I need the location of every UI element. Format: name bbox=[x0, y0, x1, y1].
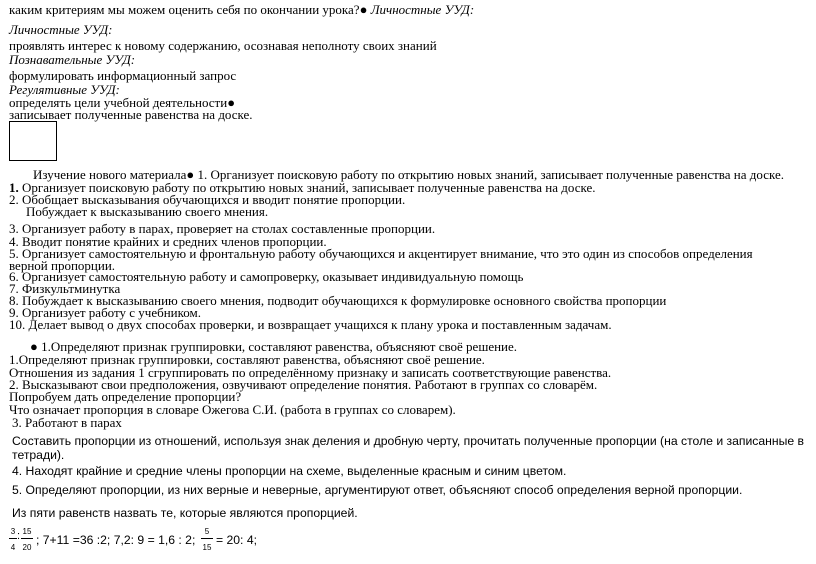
bullet: ● bbox=[227, 95, 236, 110]
teacher-step-7: 7. Физкультминутка bbox=[9, 281, 121, 296]
text-writes-equalities: записывает полученные равенства на доске. bbox=[9, 107, 253, 122]
teacher-step-5-cont: верной пропорции. bbox=[9, 258, 116, 273]
heading-personal-uud: Личностные УУД: bbox=[9, 22, 113, 37]
teacher-step-4: 4. Вводит понятие крайних и средних членов пропорции. bbox=[9, 234, 327, 249]
teacher-step-9: 9. Организует работу с учебником. bbox=[9, 305, 202, 320]
regulatory-goal: определять цели учебной деятельности bbox=[9, 95, 228, 110]
step-number: 1. bbox=[9, 180, 19, 195]
student-step-1: 1.Определяют признак группировки, составляют равенства, объясняют своё решение. bbox=[9, 352, 485, 367]
bullet: ● bbox=[186, 167, 195, 182]
text-cognitive: формулировать информационный запрос bbox=[9, 68, 237, 83]
fraction-numerator: 5 bbox=[204, 527, 210, 536]
student-task-1: Отношения из задания 1 сгруппировать по определённому признаку и записать соответствующие равенства. bbox=[9, 365, 612, 380]
question-dictionary: Что означает пропорция в словаре Ожегова С.И. (работа в группах со словарем). bbox=[9, 402, 456, 417]
fraction-bar bbox=[21, 538, 33, 539]
teacher-step-2-cont: Побуждает к высказыванию своего мнения. bbox=[26, 204, 269, 219]
empty-box bbox=[9, 121, 57, 161]
student-step-1-header: 1.Определяют признак группировки, составляют равенства, объясняют своё решение. bbox=[41, 339, 518, 354]
bullet: ● bbox=[359, 2, 368, 17]
teacher-step-10: 10. Делает вывод о двух способах проверки, и возвращает учащихся к плану урока и поставленным задачам. bbox=[9, 317, 612, 332]
line-criteria bbox=[9, 3, 474, 16]
heading-regulatory-uud: Регулятивные УУД: bbox=[9, 82, 120, 97]
teacher-step-5: 5. Организует самостоятельную и фронтальную работу обучающихся и акцентирует внимание, что это один из способов определения bbox=[9, 246, 753, 261]
fraction-bar bbox=[9, 538, 17, 539]
teacher-step-2: 2. Обобщает высказывания обучающихся и вводит понятие пропорции. bbox=[9, 192, 406, 207]
personal-uud-label: Личностные УУД: bbox=[370, 2, 475, 17]
equation-tail: = 20: 4; bbox=[216, 533, 257, 547]
fraction-denominator: 20 bbox=[22, 543, 32, 552]
student-step-5: 5. Определяют пропорции, из них верные и неверные, аргументируют ответ, объясняют способ определения верной пропорции. bbox=[12, 483, 743, 497]
step-text: Организует поисковую работу по открытию новых знаний, записывает полученные равенства на доске. bbox=[22, 180, 596, 195]
fraction-numerator: 3 bbox=[10, 527, 16, 536]
heading-cognitive-uud: Познавательные УУД: bbox=[9, 52, 136, 67]
fraction-numerator: 15 bbox=[22, 527, 32, 536]
teacher-step-6: 6. Организует самостоятельную работу и самопроверку, оказывает индивидуальную помощь bbox=[9, 269, 524, 284]
teacher-step-3: 3. Организует работу в парах, проверяет на столах составленные пропорции. bbox=[9, 221, 436, 236]
fraction-denominator: 4 bbox=[10, 543, 16, 552]
equation-middle: ; 7+11 =36 :2; 7,2: 9 = 1,6 : 2; bbox=[36, 533, 196, 547]
fraction-denominator: 15 bbox=[202, 543, 212, 552]
student-step-4: 4. Находят крайние и средние члены пропорции на схеме, выделенные красным и синим цветом. bbox=[12, 464, 567, 478]
task-compose-proportions: Составить пропорции из отношений, используя знак деления и дробную черту, прочитать полученные пропорции (на столе и записанные в bbox=[12, 434, 805, 448]
fraction-bar bbox=[201, 538, 213, 539]
equation-colon: : bbox=[17, 530, 21, 542]
new-material-step1: 1. Организует поисковую работу по открытию новых знаний, записывает полученные равенства на доске. bbox=[197, 167, 784, 182]
criteria-question: каким критериям мы можем оценить себя по окончании урока? bbox=[9, 2, 360, 17]
task-five-equalities: Из пяти равенств назвать те, которые являются пропорцией. bbox=[12, 506, 358, 520]
bullet: ● bbox=[30, 339, 38, 354]
teacher-step-8: 8. Побуждает к высказыванию своего мнения, подводит обучающихся к формулировке основного свойства пропорции bbox=[9, 293, 667, 308]
new-material-label: Изучение нового материала bbox=[33, 167, 187, 182]
question-definition: Попробуем дать определение пропорции? bbox=[9, 389, 242, 404]
task-compose-proportions-cont: тетради). bbox=[12, 448, 65, 462]
student-step-3: 3. Работают в парах bbox=[12, 415, 122, 430]
student-step-2: 2. Высказывают свои предположения, озвучивают определение понятия. Работают в группах со словарём. bbox=[9, 377, 598, 392]
text-personal: проявлять интерес к новому содержанию, осознавая неполноту своих знаний bbox=[9, 38, 437, 53]
